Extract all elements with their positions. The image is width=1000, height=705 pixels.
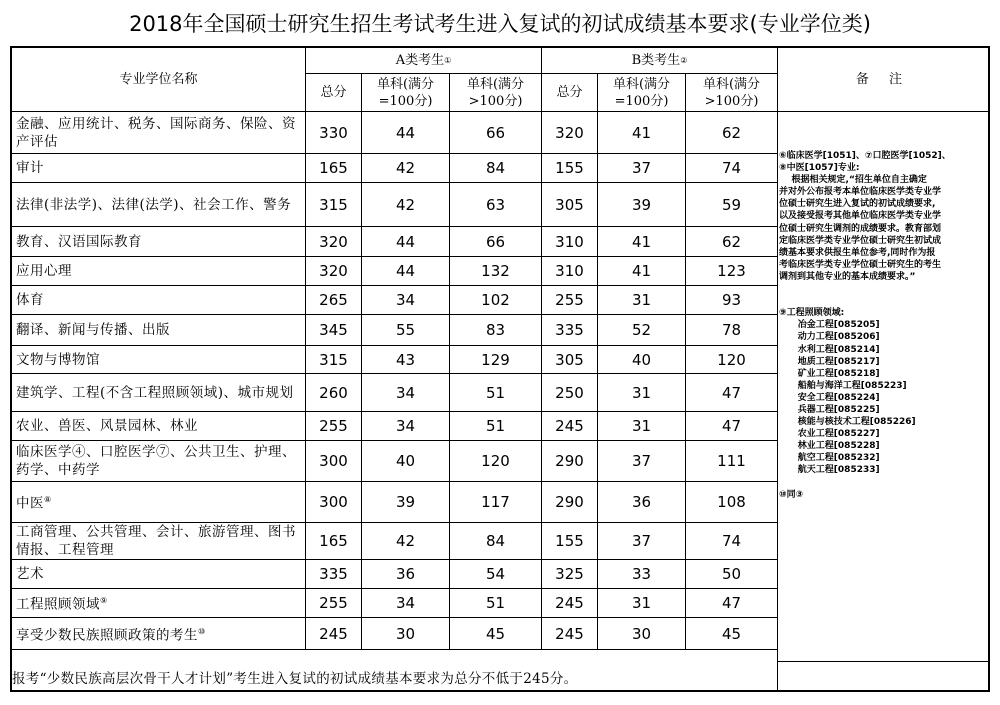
row-name	[12, 441, 306, 482]
header-remark: 备 注	[778, 48, 988, 112]
remark-line: 安全工程[085224]	[779, 392, 880, 403]
row-name	[12, 227, 306, 257]
header-group-a-label: A类考生	[395, 53, 445, 68]
score-a-single100: 43	[362, 346, 450, 374]
score-b-total: 255	[542, 286, 598, 315]
score-b-total: 155	[542, 154, 598, 183]
row-name	[12, 523, 306, 560]
score-a-total: 315	[306, 183, 362, 227]
remark-line: 并对外公布报考本单位临床医学类专业学	[779, 187, 942, 198]
score-a-single-gt100: 120	[450, 441, 542, 482]
score-a-single100: 34	[362, 286, 450, 315]
score-a-single-gt100: 129	[450, 346, 542, 374]
score-b-single-gt100: 108	[686, 482, 778, 523]
score-a-total: 300	[306, 441, 362, 482]
header-group-b-label: B类考生	[631, 53, 681, 68]
score-a-single100: 36	[362, 560, 450, 589]
header-group-a	[306, 48, 542, 74]
row-name-text: 中医⑧	[16, 495, 52, 512]
row-name-text: 农业、兽医、风景园林、林业	[16, 418, 198, 434]
row-name	[12, 286, 306, 315]
row-name-text: 艺术	[16, 566, 44, 582]
header-b-single100: 单科(满分=100分)	[598, 74, 686, 112]
score-b-single-gt100: 111	[686, 441, 778, 482]
row-name-text: 享受少数民族照顾政策的考生⑩	[16, 626, 206, 644]
score-a-total: 165	[306, 154, 362, 183]
row-name	[12, 482, 306, 523]
score-b-total: 155	[542, 523, 598, 560]
remark-line: 兵器工程[085225]	[779, 404, 880, 415]
score-b-single100: 31	[598, 589, 686, 618]
score-b-single-gt100: 50	[686, 560, 778, 589]
remark-line	[779, 477, 989, 489]
row-name	[12, 374, 306, 412]
score-b-total: 290	[542, 441, 598, 482]
score-b-single100: 36	[598, 482, 686, 523]
remark-line: 冶金工程[085205]	[779, 320, 880, 331]
row-name-note: ⑩	[198, 626, 206, 636]
score-a-total: 335	[306, 560, 362, 589]
score-a-single-gt100: 54	[450, 560, 542, 589]
remark-line: 位硕士研究生进入复试的初试成绩要求,	[779, 199, 936, 210]
score-a-single100: 55	[362, 315, 450, 346]
score-b-single100: 31	[598, 374, 686, 412]
score-a-total: 315	[306, 346, 362, 374]
page-title: 2018年全国硕士研究生招生考试考生进入复试的初试成绩基本要求(专业学位类)	[129, 12, 871, 36]
row-name-text: 法律(非法学)、法律(法学)、社会工作、警务	[16, 196, 292, 213]
row-name	[12, 154, 306, 183]
score-a-single100: 39	[362, 482, 450, 523]
score-b-single100: 37	[598, 154, 686, 183]
header-b-total: 总分	[542, 74, 598, 112]
remark-line: 林业工程[085228]	[779, 441, 880, 452]
score-a-single-gt100: 83	[450, 315, 542, 346]
score-a-total: 260	[306, 374, 362, 412]
score-b-single100: 37	[598, 523, 686, 560]
score-b-single-gt100: 47	[686, 589, 778, 618]
remark-line: 定临床医学类专业学位硕士研究生初试成	[779, 235, 942, 246]
row-name-text: 审计	[16, 160, 44, 176]
row-name-text: 体育	[16, 292, 44, 308]
score-a-total: 245	[306, 618, 362, 650]
row-name-text: 应用心理	[16, 263, 72, 279]
header-group-b	[542, 48, 778, 74]
score-a-single100: 44	[362, 227, 450, 257]
score-b-single100: 33	[598, 560, 686, 589]
score-b-total: 305	[542, 183, 598, 227]
row-name	[12, 412, 306, 441]
score-a-total: 255	[306, 589, 362, 618]
row-name-text: 翻译、新闻与传播、出版	[16, 322, 170, 338]
score-b-single-gt100: 123	[686, 257, 778, 286]
score-b-total: 310	[542, 227, 598, 257]
header-a-single-gt100: 单科(满分>100分)	[450, 74, 542, 112]
row-name-text: 临床医学④、口腔医学⑦、公共卫生、护理、药学、中药学	[16, 444, 296, 478]
score-b-total: 250	[542, 374, 598, 412]
score-b-single100: 52	[598, 315, 686, 346]
row-name	[12, 560, 306, 589]
score-a-single100: 34	[362, 412, 450, 441]
score-a-single-gt100: 51	[450, 374, 542, 412]
score-a-single-gt100: 117	[450, 482, 542, 523]
score-a-single-gt100: 51	[450, 412, 542, 441]
score-b-single100: 39	[598, 183, 686, 227]
score-b-total: 325	[542, 560, 598, 589]
remark-line: 根据相关规定,“招生单位自主确定	[779, 175, 927, 186]
score-b-single-gt100: 47	[686, 412, 778, 441]
score-b-total: 245	[542, 412, 598, 441]
score-b-total: 290	[542, 482, 598, 523]
remark-line: 航空工程[085232]	[779, 453, 880, 464]
score-a-single100: 34	[362, 374, 450, 412]
score-a-single-gt100: 102	[450, 286, 542, 315]
remark-line: 位硕士研究生调剂的成绩要求。教育部划	[779, 223, 942, 234]
remark-line: 考临床医学类专业学位硕士研究生的考生	[779, 259, 942, 270]
row-name-text: 教育、汉语国际教育	[16, 233, 142, 250]
score-b-single-gt100: 59	[686, 183, 778, 227]
remark-line: 绩基本要求供报生单位参考,同时作为报	[779, 247, 936, 258]
score-b-single-gt100: 74	[686, 154, 778, 183]
row-name	[12, 618, 306, 650]
score-a-single-gt100: 84	[450, 523, 542, 560]
score-a-single100: 42	[362, 183, 450, 227]
score-a-total: 320	[306, 257, 362, 286]
score-b-total: 310	[542, 257, 598, 286]
row-name-note: ⑧	[44, 495, 52, 505]
footer-note: 报考“少数民族高层次骨干人才计划”考生进入复试的初试成绩基本要求为总分不低于245分。	[12, 671, 578, 687]
row-name-text: 工程照顾领域⑨	[16, 596, 108, 613]
row-name	[12, 589, 306, 618]
remark-line: 以及接受报考其他单位临床医学类专业学	[779, 211, 942, 222]
remark-line	[779, 283, 989, 295]
score-b-single100: 31	[598, 286, 686, 315]
score-a-single-gt100: 132	[450, 257, 542, 286]
score-a-single-gt100: 66	[450, 227, 542, 257]
remark-line: ⑨工程照顾领域:	[779, 308, 845, 319]
header-a-total: 总分	[306, 74, 362, 112]
score-b-single-gt100: 62	[686, 112, 778, 154]
score-b-single100: 31	[598, 412, 686, 441]
remark-line: ⑥临床医学[1051]、⑦口腔医学[1052]、	[779, 151, 951, 161]
score-b-single100: 41	[598, 257, 686, 286]
score-b-single-gt100: 45	[686, 618, 778, 650]
header-b-single-gt100: 单科(满分>100分)	[686, 74, 778, 112]
score-b-single-gt100: 62	[686, 227, 778, 257]
score-b-single-gt100: 74	[686, 523, 778, 560]
score-b-total: 335	[542, 315, 598, 346]
remark-line: 船舶与海洋工程[085223]	[779, 380, 907, 391]
score-a-single100: 42	[362, 523, 450, 560]
remark-line: 动力工程[085206]	[779, 332, 880, 343]
score-b-single-gt100: 78	[686, 315, 778, 346]
score-a-single-gt100: 63	[450, 183, 542, 227]
remark-line: 调剂到其他专业的基本成绩要求。”	[779, 271, 916, 282]
row-name	[12, 112, 306, 154]
remark-line: ⑧中医[1057]专业:	[779, 163, 860, 174]
header-a-single100: 单科(满分=100分)	[362, 74, 450, 112]
score-a-single-gt100: 51	[450, 589, 542, 618]
score-a-total: 255	[306, 412, 362, 441]
score-a-single100: 30	[362, 618, 450, 650]
score-a-single100: 44	[362, 257, 450, 286]
header-group-a-note: ①	[444, 56, 452, 65]
score-b-total: 245	[542, 618, 598, 650]
score-a-single100: 42	[362, 154, 450, 183]
score-b-total: 320	[542, 112, 598, 154]
remark-line: 航天工程[085233]	[779, 465, 880, 476]
score-b-single-gt100: 120	[686, 346, 778, 374]
score-b-single100: 41	[598, 227, 686, 257]
remark-line: 水利工程[085214]	[779, 344, 880, 355]
score-a-single100: 44	[362, 112, 450, 154]
score-a-total: 265	[306, 286, 362, 315]
row-name-text: 工商管理、公共管理、会计、旅游管理、图书情报、工程管理	[16, 524, 296, 558]
score-a-total: 345	[306, 315, 362, 346]
score-a-single-gt100: 45	[450, 618, 542, 650]
score-b-single100: 30	[598, 618, 686, 650]
row-name-text: 建筑学、工程(不含工程照顾领域)、城市规划	[16, 384, 294, 401]
remark-line: 矿业工程[085218]	[779, 368, 880, 379]
score-a-single100: 34	[362, 589, 450, 618]
score-a-total: 165	[306, 523, 362, 560]
row-name	[12, 315, 306, 346]
score-b-single100: 40	[598, 346, 686, 374]
row-name	[12, 257, 306, 286]
row-name	[12, 183, 306, 227]
remarks-notes	[779, 150, 989, 501]
score-a-total: 330	[306, 112, 362, 154]
score-b-single100: 41	[598, 112, 686, 154]
row-name	[12, 346, 306, 374]
score-b-single100: 37	[598, 441, 686, 482]
row-name-text: 金融、应用统计、税务、国际商务、保险、资产评估	[16, 115, 296, 150]
score-b-single-gt100: 93	[686, 286, 778, 315]
remark-line	[779, 295, 989, 307]
header-name-col: 专业学位名称	[12, 48, 306, 112]
remark-line: ⑩同③	[779, 489, 804, 500]
score-a-single100: 40	[362, 441, 450, 482]
remark-line: 核能与核技术工程[085226]	[779, 417, 916, 428]
row-name-note: ⑨	[100, 596, 108, 606]
score-b-total: 305	[542, 346, 598, 374]
header-group-b-note: ②	[680, 56, 688, 65]
score-a-total: 300	[306, 482, 362, 523]
score-a-single-gt100: 66	[450, 112, 542, 154]
score-b-total: 245	[542, 589, 598, 618]
score-a-single-gt100: 84	[450, 154, 542, 183]
score-a-total: 320	[306, 227, 362, 257]
remark-line: 地质工程[085217]	[779, 356, 880, 367]
score-b-single-gt100: 47	[686, 374, 778, 412]
row-name-text: 文物与博物馆	[16, 351, 100, 368]
remark-line: 农业工程[085227]	[779, 429, 880, 440]
